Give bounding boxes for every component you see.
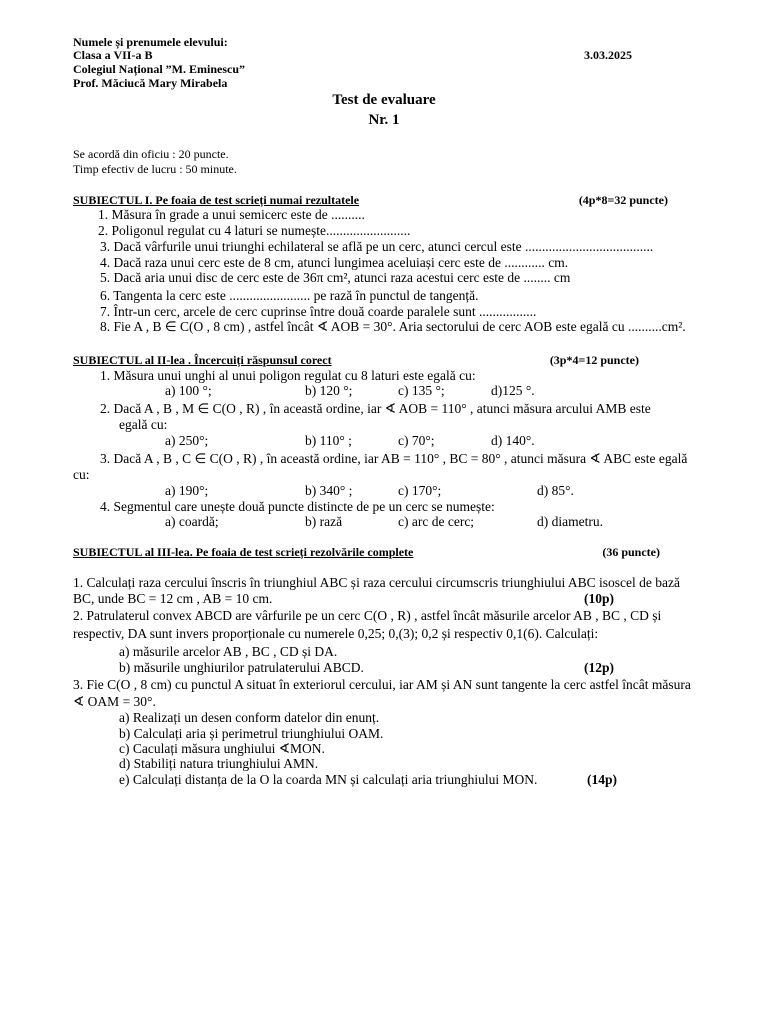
page-title: Test de evaluare	[332, 92, 436, 108]
work-time: Timp efectiv de lucru : 50 minute.	[73, 162, 237, 176]
s3-problem-2-points: (12p)	[584, 660, 614, 675]
s2-q3-text: 3. Dacă A , B , C ∈ C(O , R) , în această ordine, iar AB = 110° , BC = 80° , atunci măsura ∢ ABC este egală	[100, 451, 688, 466]
s2-q3-option-d: d) 85°.	[537, 483, 574, 498]
s2-q1-text: 1. Măsura unui unghi al unui poligon regulat cu 8 laturi este egală cu:	[100, 368, 476, 383]
s1-item-8: 8. Fie A , B ∈ C(O , 8 cm) , astfel încât ∢ AOB = 30°. Aria sectorului de cerc AOB este egală cu ..........cm².	[100, 319, 686, 334]
s1-item-7: 7. Într-un cerc, arcele de cerc cuprinse între două coarde paralele sunt .................	[100, 304, 537, 319]
s3-problem-3-points: (14p)	[587, 772, 617, 787]
date-label: 3.03.2025	[584, 48, 632, 62]
s2-q2-option-c: c) 70°;	[398, 433, 435, 448]
official-points: Se acordă din oficiu : 20 puncte.	[73, 147, 229, 161]
s2-q2-option-d: d) 140°.	[491, 433, 535, 448]
class-label: Clasa a VII-a B	[73, 48, 153, 62]
s2-q4-option-a: a) coardă;	[165, 514, 219, 529]
s3-problem-1-points: (10p)	[584, 591, 614, 606]
s3-problem-3-a: a) Realizați un desen conform datelor din enunț.	[119, 710, 380, 725]
s1-item-4: 4. Dacă raza unui cerc este de 8 cm, atunci lungimea aceluiași cerc este de ............ cm.	[100, 255, 569, 270]
s2-q3-option-b: b) 340° ;	[305, 483, 353, 498]
school-label: Colegiul Național ”M. Eminescu”	[73, 62, 246, 76]
s2-q2-text-cont: egală cu:	[119, 417, 168, 432]
s2-q4-text: 4. Segmentul care unește două puncte distincte de pe un cerc se numește:	[100, 499, 495, 514]
s2-q4-option-c: c) arc de cerc;	[398, 514, 475, 529]
s2-q3-text-cont: cu:	[73, 467, 90, 482]
teacher-label: Prof. Măciucă Mary Mirabela	[73, 76, 228, 90]
s2-q2-option-a: a) 250°;	[165, 433, 209, 448]
s1-item-6: 6. Tangenta la cerc este ........................ pe rază în punctul de tangență.	[100, 288, 479, 303]
s3-problem-3-line-2: ∢ OAM = 30°.	[73, 694, 156, 709]
s2-q4-option-b: b) rază	[305, 514, 343, 529]
section-heading-1	[73, 194, 668, 206]
s2-q3-option-c: c) 170°;	[398, 483, 442, 498]
page-subtitle: Nr. 1	[368, 112, 400, 128]
s1-item-5: 5. Dacă aria unui disc de cerc este de 36π cm², atunci raza acestui cerc este de ........ cm	[100, 270, 571, 285]
section-heading-3	[73, 546, 660, 558]
s3-problem-3-c: c) Caculați măsura unghiului ∢MON.	[119, 741, 325, 756]
s1-item-1: 1. Măsura în grade a unui semicerc este de ..........	[98, 207, 365, 222]
section-2-title: SUBIECTUL al II-lea . Încercuiți răspunsul corect	[73, 353, 332, 367]
s2-q1-option-a: a) 100 °;	[165, 383, 212, 398]
s3-problem-2-line-2: respectiv, DA sunt invers proporționale cu numerele 0,25; 0,(3); 0,2 și respectiv 0,1(6). Calculați:	[73, 626, 599, 641]
s3-problem-3-d: d) Stabiliți natura triunghiului AMN.	[119, 756, 319, 771]
s1-item-2: 2. Poligonul regulat cu 4 laturi se numește.........................	[98, 223, 411, 238]
s3-problem-2-a: a) măsurile arcelor AB , BC , CD și DA.	[119, 644, 338, 659]
s2-q2-text: 2. Dacă A , B , M ∈ C(O , R) , în această ordine, iar ∢ AOB = 110° , atunci măsura arcului AMB este	[100, 401, 651, 416]
s2-q4-option-d: d) diametru.	[537, 514, 603, 529]
s3-problem-2-line-1: 2. Patrulaterul convex ABCD are vârfurile pe un cerc C(O , R) , astfel încât măsurile arcelor AB , BC , CD și	[73, 608, 662, 623]
s2-q1-option-d: d)125 °.	[491, 383, 535, 398]
s2-q1-option-c: c) 135 °;	[398, 383, 445, 398]
s3-problem-2-b: b) măsurile unghiurilor patrulaterului ABCD.	[119, 660, 364, 675]
section-heading-2	[73, 354, 639, 366]
section-1-points: (4p*8=32 puncte)	[578, 193, 668, 207]
s1-item-3: 3. Dacă vârfurile unui triunghi echilateral se află pe un cerc, atunci cercul este ......................................	[100, 239, 654, 254]
student-name-label: Numele și prenumele elevului:	[73, 35, 228, 49]
s2-q1-option-b: b) 120 °;	[305, 383, 353, 398]
s2-q3-option-a: a) 190°;	[165, 483, 209, 498]
s3-problem-3-b: b) Calculați aria și perimetrul triunghiului OAM.	[119, 726, 384, 741]
s2-q2-option-b: b) 110° ;	[305, 433, 352, 448]
s3-problem-1-line-2: BC, unde BC = 12 cm , AB = 10 cm.	[73, 591, 273, 606]
section-2-points: (3p*4=12 puncte)	[549, 353, 639, 367]
s3-problem-3-line-1: 3. Fie C(O , 8 cm) cu punctul A situat în exteriorul cercului, iar AM și AN sunt tangente la cerc astfel încât măsura	[73, 677, 691, 692]
s3-problem-3-e: e) Calculați distanța de la O la coarda MN și calculați aria triunghiului MON.	[119, 772, 538, 787]
section-3-title: SUBIECTUL al III-lea. Pe foaia de test scrieți rezolvările complete	[73, 545, 414, 559]
s3-problem-1-line-1: 1. Calculați raza cercului înscris în triunghiul ABC și raza cercului circumscris triunghiului ABC isoscel de bază	[73, 575, 680, 590]
section-3-points: (36 puncte)	[602, 545, 660, 559]
section-1-title: SUBIECTUL I. Pe foaia de test scrieți numai rezultatele	[73, 193, 360, 207]
